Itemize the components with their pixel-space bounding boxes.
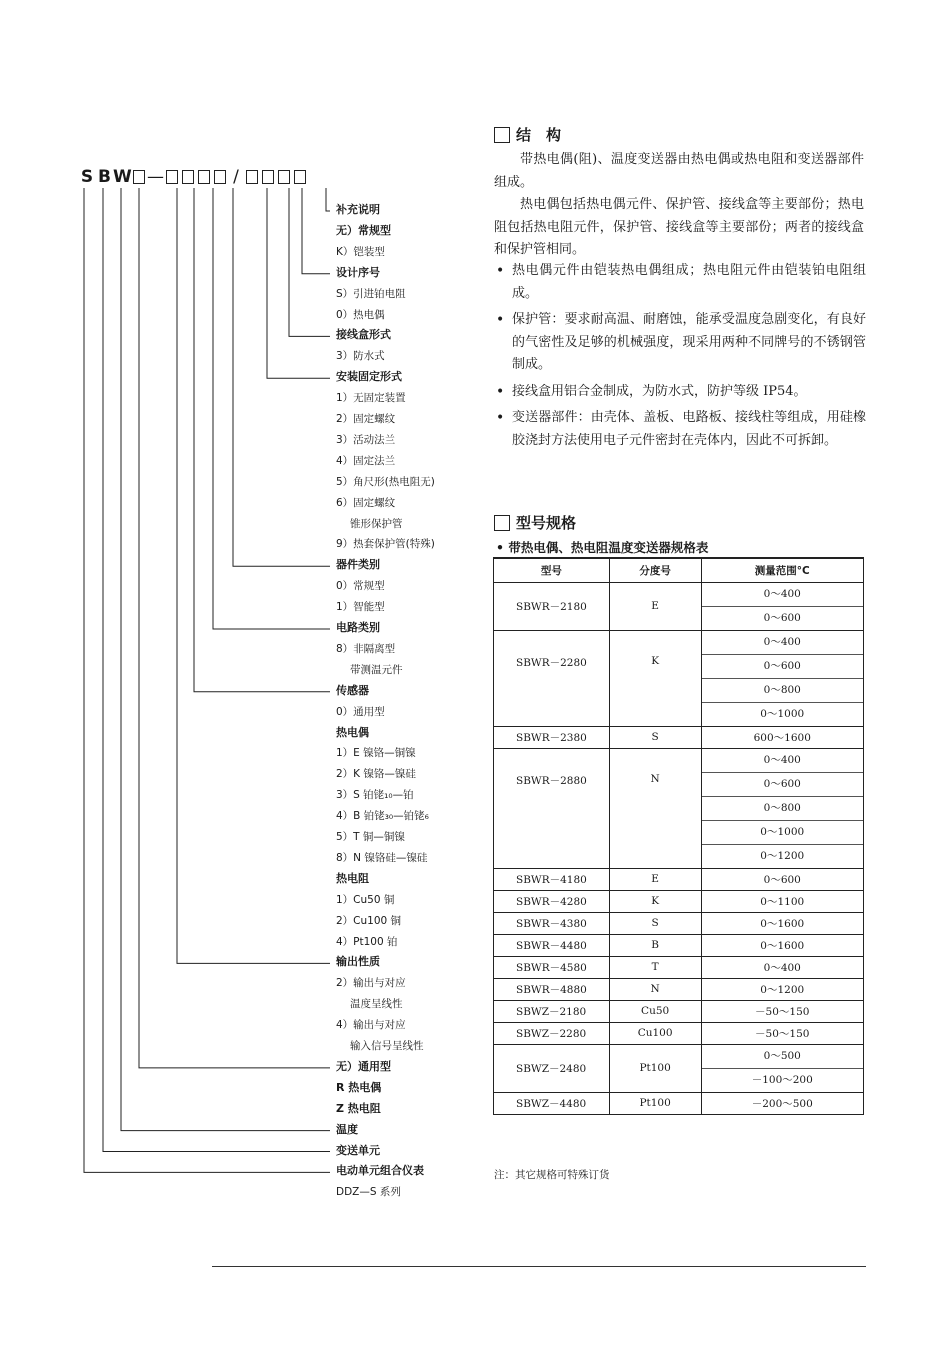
model-cell: SBWZ－2480 [494, 1044, 610, 1092]
code-char: / [233, 167, 239, 187]
graduation-cell: N [609, 978, 701, 1000]
range-value: －100～200 [751, 1073, 813, 1086]
range-value: 0～400 [702, 631, 863, 655]
range-value: 0～400 [702, 583, 863, 607]
model-cell: SBWZ－2280 [494, 1022, 610, 1044]
tree-connector-line [103, 188, 330, 1152]
tree-label: 带测温元件 [350, 663, 403, 676]
bullet-item: • 接线盒用铝合金制成，为防水式，防护等级 IP54。 [494, 381, 866, 404]
tree-label: 9）热套保护管(特殊) [336, 538, 435, 551]
tree-label: 3）活动法兰 [336, 433, 396, 446]
structure-heading-text: 结 构 [516, 126, 562, 144]
column-header: 分度号 [609, 558, 701, 582]
tree-label: 无）通用型 [336, 1059, 391, 1073]
code-char: S [80, 167, 94, 187]
range-value: 0～600 [702, 773, 863, 797]
graduation-cell: E [609, 868, 701, 890]
graduation-cell: K [609, 890, 701, 912]
table-row [494, 1022, 864, 1044]
model-cell: SBWR－2880 [494, 748, 610, 868]
spec-table [493, 557, 864, 1115]
tree-label: 4）B 铂铑₃₀—铂铑₆ [336, 810, 429, 823]
range-cell: 0～1200 [701, 978, 863, 1000]
tree-label: 4）输出与对应 [336, 1019, 406, 1032]
tree-label: 输入信号呈线性 [350, 1040, 424, 1052]
tree-label: 8）非隔离型 [336, 642, 396, 655]
tree-label: 热电阻 [336, 871, 369, 885]
tree-label: S）引进铂电阻 [336, 287, 406, 300]
tree-label: DDZ—S 系列 [336, 1186, 401, 1199]
tree-label: 温度呈线性 [350, 998, 403, 1011]
tree-label: 变送单元 [336, 1143, 380, 1157]
tree-label: 无）常规型 [336, 223, 391, 237]
graduation-cell: S [609, 912, 701, 934]
table-row [494, 978, 864, 1000]
graduation-cell: Cu50 [609, 1000, 701, 1022]
tree-label: 5）T 铜—铜镍 [336, 831, 405, 843]
tree-connector-line [213, 188, 330, 629]
range-cell: －50～150 [701, 1022, 863, 1044]
spec-heading-text: 型号规格 [516, 514, 577, 532]
code-char: W [113, 167, 132, 187]
range-cell [701, 630, 863, 726]
tree-label: 3）防水式 [336, 350, 385, 363]
tree-label: 0）通用型 [336, 705, 385, 718]
model-cell: SBWR－2180 [494, 582, 610, 630]
tree-label: 1）智能型 [336, 601, 385, 614]
tree-label: 8）N 镍铬硅—镍硅 [336, 851, 428, 864]
table-row [494, 630, 864, 726]
table-row [494, 1000, 864, 1022]
tree-label: 热电偶 [336, 725, 369, 739]
tree-label: 6）固定螺纹 [336, 496, 396, 509]
table-row [494, 1044, 864, 1092]
range-cell: 0～1100 [701, 890, 863, 912]
range-value: 0～800 [702, 679, 863, 703]
model-cell: SBWR－2280 [494, 630, 610, 726]
range-cell: 600～1600 [701, 726, 863, 748]
range-value: 0～600 [702, 655, 863, 679]
tree-label: 2）固定螺纹 [336, 413, 396, 425]
graduation-cell: Cu100 [609, 1022, 701, 1044]
tree-label: 设计序号 [336, 265, 380, 279]
range-cell: 0～400 [701, 956, 863, 978]
table-header-row [494, 558, 864, 582]
tree-connector-line [121, 188, 330, 1131]
tree-label: 4）Pt100 铂 [336, 935, 398, 948]
graduation-cell: B [609, 934, 701, 956]
tree-label: 5）角尺形(热电阻无) [336, 475, 435, 488]
model-cell: SBWR－4880 [494, 978, 610, 1000]
tree-label: 4）固定法兰 [336, 454, 396, 467]
range-cell [701, 748, 863, 868]
range-cell: －200～500 [701, 1092, 863, 1114]
tree-connector-line [326, 188, 330, 211]
graduation-cell: E [609, 582, 701, 630]
table-row [494, 956, 864, 978]
tree-label: 电动单元组合仪表 [336, 1164, 424, 1178]
bullet-item: • 热电偶元件由铠装热电偶组成；热电阻元件由铠装铂电阻组成。 [494, 260, 866, 305]
table-row [494, 934, 864, 956]
range-cell: 0～600 [701, 868, 863, 890]
model-cell: SBWR－2380 [494, 726, 610, 748]
tree-label: 安装固定形式 [336, 370, 402, 384]
table-row [494, 726, 864, 748]
range-value: 0～1000 [702, 821, 863, 845]
tree-connector-line [267, 188, 330, 378]
model-cell: SBWR－4580 [494, 956, 610, 978]
code-char: — [147, 167, 164, 187]
range-value: 0～600 [763, 611, 801, 624]
tree-label: 0）热电偶 [336, 308, 385, 321]
table-row [494, 912, 864, 934]
table-row [494, 748, 864, 868]
model-cell: SBWR－4280 [494, 890, 610, 912]
spec-heading [494, 512, 576, 533]
range-cell [701, 582, 863, 630]
tree-label: 1）E 镍铬—铜镍 [336, 747, 416, 760]
tree-connector-line [233, 188, 330, 566]
tree-label: 2）Cu100 铜 [336, 914, 402, 927]
tree-connector-line [139, 188, 330, 1068]
graduation-cell: K [609, 630, 701, 726]
checkbox-square-icon [494, 127, 510, 143]
table-row [494, 1092, 864, 1114]
range-value: 0～800 [702, 797, 863, 821]
tree-label: 2）输出与对应 [336, 977, 406, 990]
tree-label: 传感器 [336, 683, 369, 697]
range-cell: 0～1600 [701, 934, 863, 956]
tree-label: 补充说明 [336, 203, 380, 216]
graduation-cell: S [609, 726, 701, 748]
code-char: B [98, 167, 111, 187]
tree-label: 接线盒形式 [336, 328, 391, 342]
model-cell: SBWR－4480 [494, 934, 610, 956]
tree-connector-line [194, 188, 330, 692]
tree-label: 器件类别 [336, 558, 380, 572]
tree-label: K）铠装型 [336, 245, 385, 258]
tree-label: 2）K 镍铬—镍硅 [336, 768, 416, 781]
tree-label: 1）Cu50 铜 [336, 893, 395, 906]
graduation-cell: Pt100 [609, 1044, 701, 1092]
tree-label: 温度 [336, 1122, 358, 1136]
model-cell: SBWZ－2180 [494, 1000, 610, 1022]
tree-label: Z 热电阻 [336, 1101, 381, 1115]
range-value: 0～1200 [760, 849, 805, 862]
range-cell: －50～150 [701, 1000, 863, 1022]
bullet-item: • 变送器部件：由壳体、盖板、电路板、接线柱等组成，用硅橡胶浇封方法使用电子元件密封在壳体内，因此不可拆卸。 [494, 407, 866, 452]
bottom-divider [212, 1266, 866, 1267]
graduation-cell: Pt100 [609, 1092, 701, 1114]
model-cell: SBWZ－4480 [494, 1092, 610, 1114]
model-cell: SBWR－4380 [494, 912, 610, 934]
spec-table-title: • 带热电偶、热电阻温度变送器规格表 [496, 540, 709, 555]
checkbox-square-icon [494, 515, 510, 531]
bullet-item: • 保护管：要求耐高温、耐磨蚀，能承受温度急剧变化，有良好的气密性及足够的机械强度，现采用两种不同牌号的不锈钢管制成。 [494, 309, 866, 377]
table-row [494, 890, 864, 912]
structure-bullet-list [494, 260, 866, 456]
table-row [494, 868, 864, 890]
structure-heading [494, 124, 561, 145]
column-header: 测量范围°C [701, 558, 863, 582]
tree-label: 1）无固定装置 [336, 392, 406, 405]
graduation-cell: T [609, 956, 701, 978]
model-cell: SBWR－4180 [494, 868, 610, 890]
tree-label: 电路类别 [336, 621, 380, 634]
structure-paragraph-1: 带热电偶(阻)、温度变送器由热电偶或热电阻和变送器部件组成。 [494, 152, 864, 190]
tree-label: 3）S 铂铑₁₀—铂 [336, 789, 414, 802]
range-value: 0～400 [702, 749, 863, 773]
tree-connector-line [289, 188, 330, 336]
range-value: 0～1000 [760, 707, 805, 720]
tree-connector-line [177, 188, 330, 963]
range-value: 0～500 [702, 1045, 863, 1069]
structure-paragraph-2: 热电偶包括热电偶元件、保护管、接线盒等主要部份；热电阻包括热电阻元件，保护管、接线盒等主要部份；两者的接线盒和保护管相同。 [494, 197, 864, 257]
tree-label: 输出性质 [336, 955, 380, 969]
range-cell [701, 1044, 863, 1092]
tree-label: 锥形保护管 [350, 517, 403, 530]
footnote: 注：其它规格可特殊订货 [494, 1169, 610, 1181]
tree-label: R 热电偶 [336, 1080, 382, 1094]
range-cell: 0～1600 [701, 912, 863, 934]
table-row [494, 582, 864, 630]
graduation-cell: N [609, 748, 701, 868]
column-header: 型号 [494, 558, 610, 582]
tree-label: 0）常规型 [336, 580, 385, 593]
